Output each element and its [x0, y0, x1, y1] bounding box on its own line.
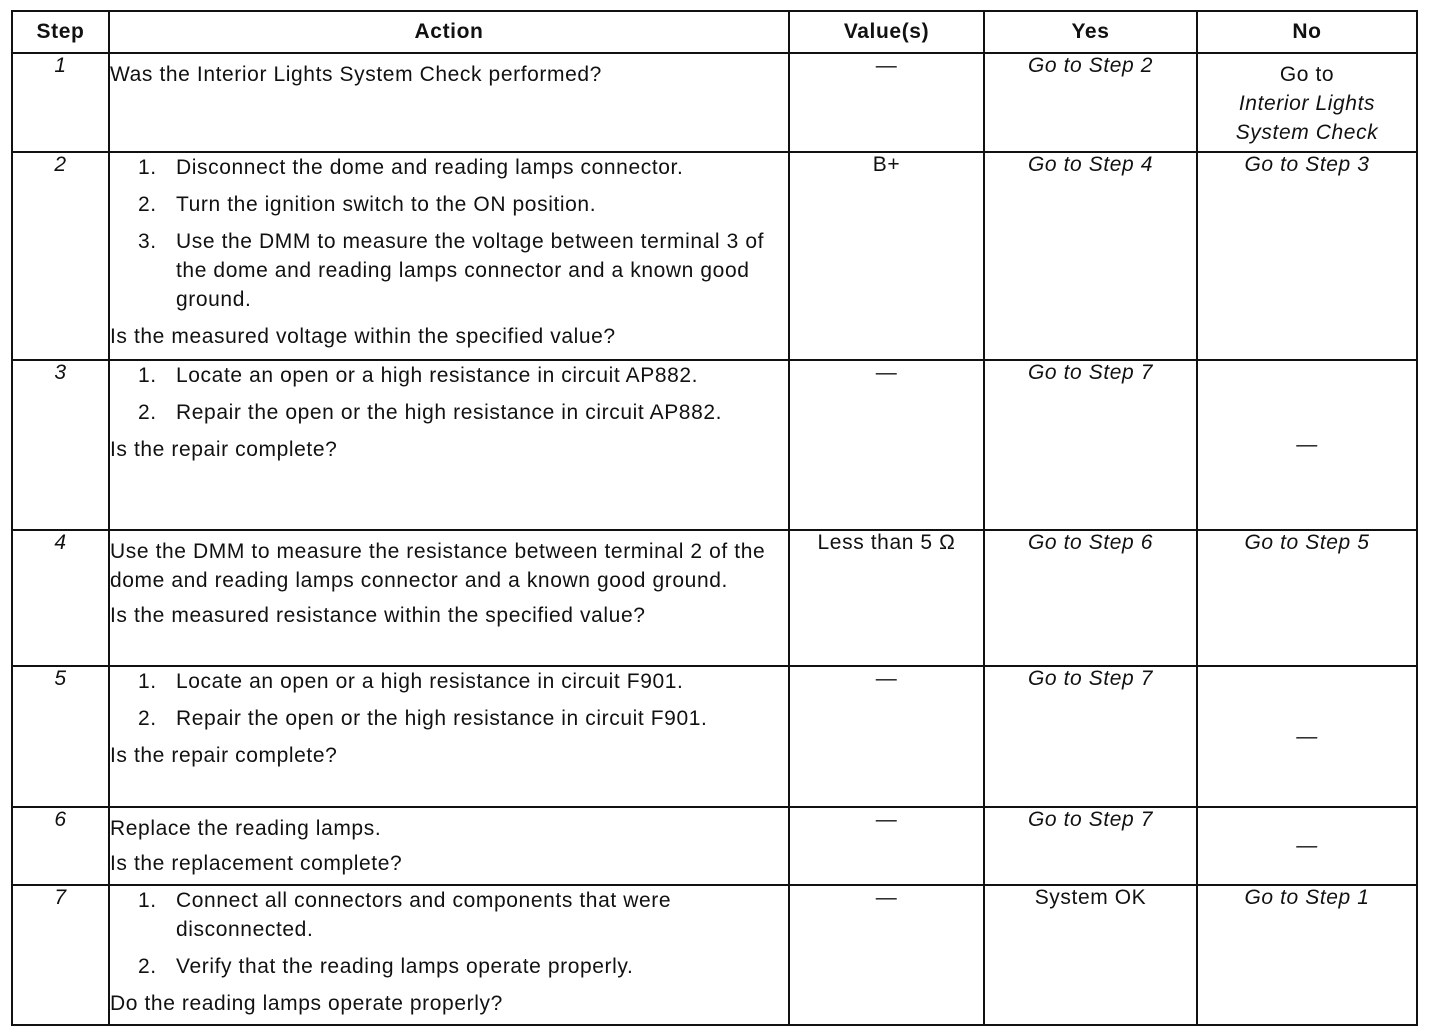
no-cell: Go to Step 1 [1197, 885, 1417, 1025]
header-no: No [1197, 11, 1417, 53]
action-cell [109, 885, 789, 1025]
table-row [12, 530, 1417, 666]
list-item: 2. Repair the open or the high resistance in circuit F901. [138, 707, 708, 730]
no-text-link: Interior Lights [1238, 92, 1376, 115]
value-cell: — [789, 807, 984, 885]
action-cell [109, 530, 789, 666]
no-text-plain: Go to [1279, 63, 1335, 86]
yes-cell: Go to Step 2 [984, 53, 1197, 152]
action-cell [109, 807, 789, 885]
value-cell: — [789, 666, 984, 807]
yes-cell: Go to Step 6 [984, 530, 1197, 666]
value-cell: Less than 5 Ω [789, 530, 984, 666]
yes-cell: Go to Step 7 [984, 666, 1197, 807]
step-number: 7 [12, 885, 109, 1025]
action-steps [110, 886, 788, 981]
action-question: Is the replacement complete? [110, 852, 403, 875]
list-item: 1. Locate an open or a high resistance in circuit F901. [138, 670, 684, 693]
list-item: 3. Use the DMM to measure the voltage between terminal 3 of the dome and reading lamps connector and a known good ground. [138, 230, 765, 311]
step-number: 4 [12, 530, 109, 666]
action-cell [109, 53, 789, 152]
table-row [12, 885, 1417, 1025]
step-number: 2 [12, 152, 109, 360]
table-row [12, 360, 1417, 530]
value-cell: — [789, 885, 984, 1025]
list-item: 2. Turn the ignition switch to the ON position. [138, 193, 597, 216]
step-number: 5 [12, 666, 109, 807]
action-cell [109, 360, 789, 530]
header-action: Action [109, 11, 789, 53]
value-cell: — [789, 53, 984, 152]
action-question: Is the repair complete? [110, 438, 338, 461]
list-item: 1. Locate an open or a high resistance in circuit AP882. [138, 364, 699, 387]
list-item: 2. Verify that the reading lamps operate properly. [138, 955, 634, 978]
action-cell [109, 152, 789, 360]
list-item: 1. Disconnect the dome and reading lamps connector. [138, 156, 684, 179]
no-cell: — [1197, 360, 1417, 530]
header-row [12, 11, 1417, 53]
table-row [12, 53, 1417, 152]
no-cell: Go to Step 5 [1197, 530, 1417, 666]
action-text: Was the Interior Lights System Check performed? [110, 63, 602, 86]
no-cell: — [1197, 807, 1417, 885]
yes-cell: Go to Step 7 [984, 360, 1197, 530]
no-cell: Go to Step 3 [1197, 152, 1417, 360]
no-text-link: System Check [1235, 121, 1379, 144]
no-cell [1197, 53, 1417, 152]
action-text: Use the DMM to measure the resistance between terminal 2 of the dome and reading lamps connector and a known good ground. [110, 540, 766, 592]
action-cell [109, 666, 789, 807]
action-question: Do the reading lamps operate properly? [110, 992, 503, 1015]
action-question: Is the measured voltage within the specified value? [110, 325, 616, 348]
header-step: Step [12, 11, 109, 53]
step-number: 1 [12, 53, 109, 152]
yes-cell: Go to Step 4 [984, 152, 1197, 360]
yes-cell: Go to Step 7 [984, 807, 1197, 885]
diagnostic-table [11, 10, 1418, 1026]
action-steps [110, 361, 788, 427]
value-cell: B+ [789, 152, 984, 360]
action-question: Is the repair complete? [110, 744, 338, 767]
action-steps [110, 153, 788, 314]
header-values: Value(s) [789, 11, 984, 53]
action-question: Is the measured resistance within the specified value? [110, 604, 646, 627]
table-row [12, 666, 1417, 807]
list-item: 2. Repair the open or the high resistance in circuit AP882. [138, 401, 723, 424]
action-text: Replace the reading lamps. [110, 817, 382, 840]
table-row [12, 807, 1417, 885]
yes-cell: System OK [984, 885, 1197, 1025]
no-cell: — [1197, 666, 1417, 807]
value-cell: — [789, 360, 984, 530]
table-row [12, 152, 1417, 360]
header-yes: Yes [984, 11, 1197, 53]
list-item: 1. Connect all connectors and components that were disconnected. [138, 889, 672, 941]
action-steps [110, 667, 788, 733]
step-number: 6 [12, 807, 109, 885]
step-number: 3 [12, 360, 109, 530]
